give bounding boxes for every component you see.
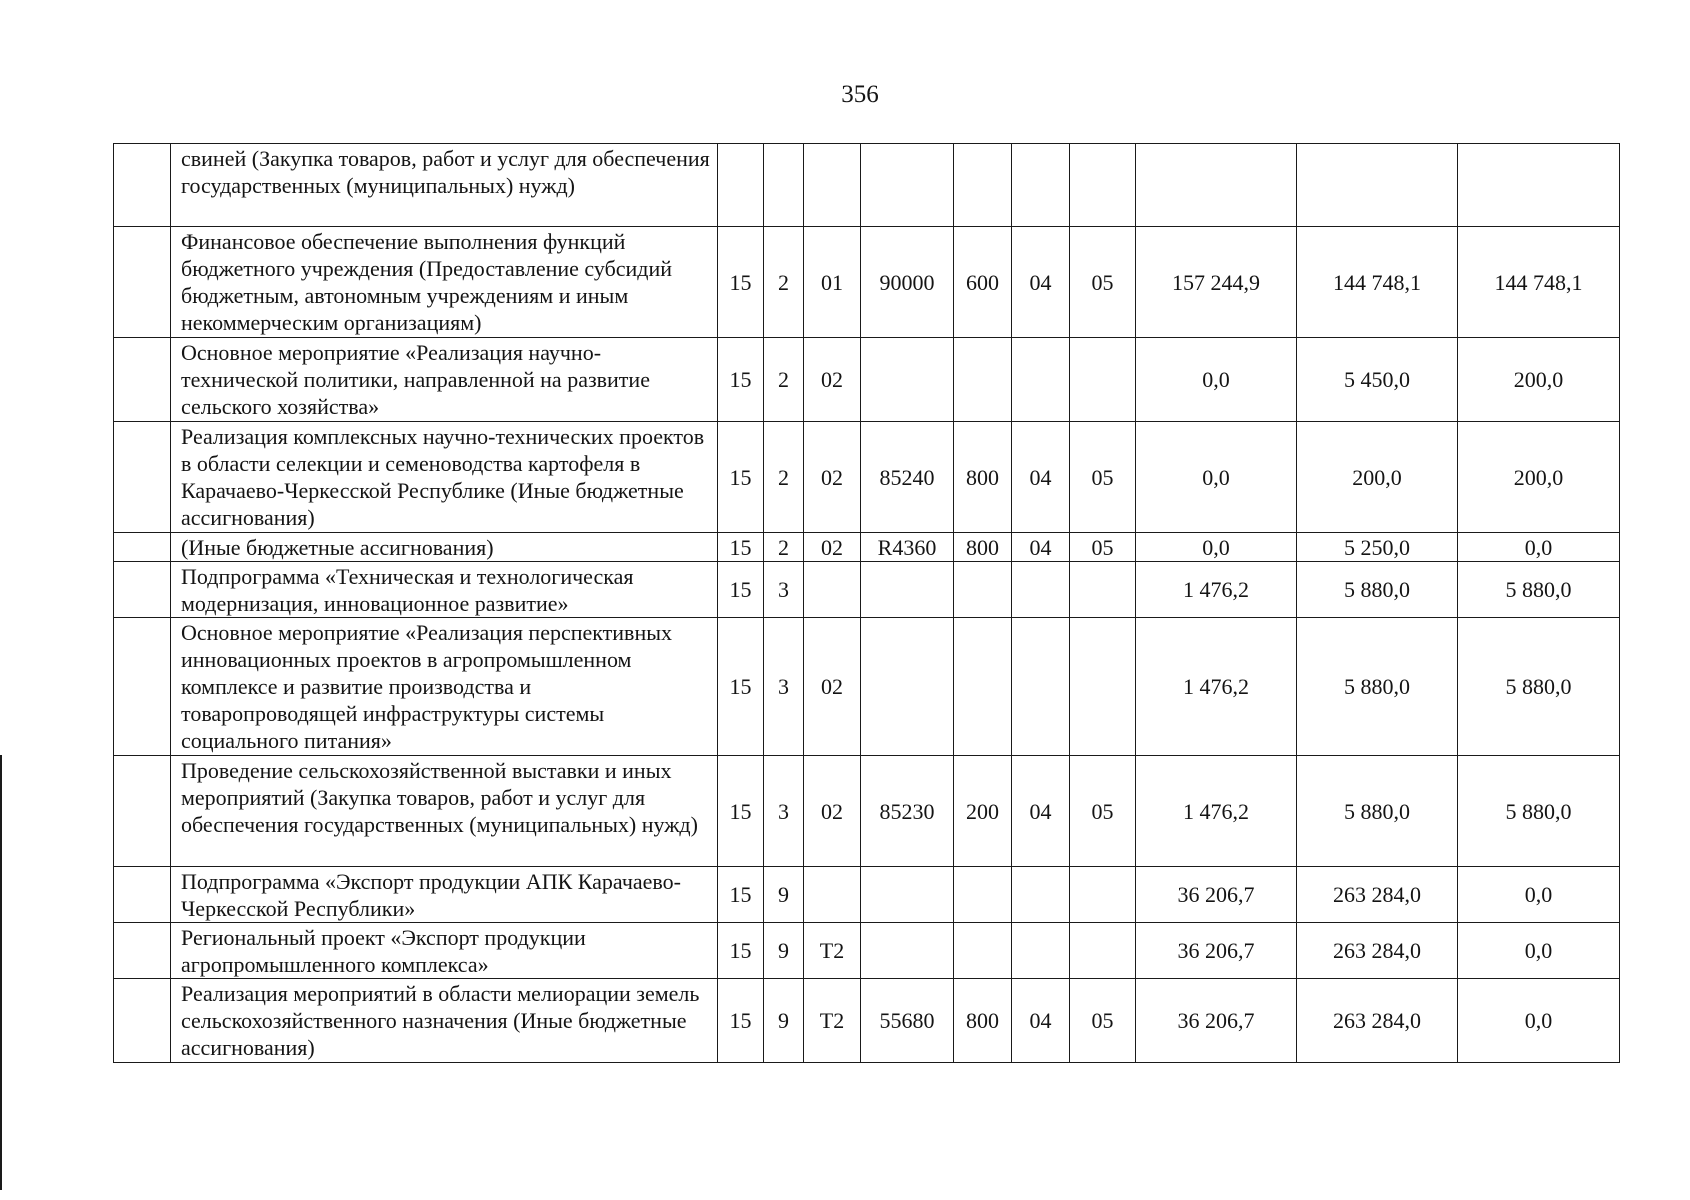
code-om-cell: 01 [804,227,861,338]
code-gp-cell: 15 [718,562,764,618]
code-pp-cell: 3 [764,756,804,867]
code-om-cell: 02 [804,533,861,562]
amount-year-3-cell: 5 880,0 [1458,618,1620,756]
code-direction-cell: 90000 [861,227,954,338]
code-direction-cell [861,618,954,756]
amount-year-1-cell: 36 206,7 [1136,979,1297,1063]
amount-year-1-cell [1136,144,1297,227]
table-row [114,562,1620,618]
code-pr-cell: 05 [1070,979,1136,1063]
row-name-cell: Реализация комплексных научно-технических проектов в области селекции и семеноводства картофеля в Карачаево-Черкесской Республике (Иные бюджетные ассигнования) [171,422,718,533]
code-om-cell: 02 [804,618,861,756]
code-direction-cell: 55680 [861,979,954,1063]
amount-year-2-cell: 263 284,0 [1297,867,1458,923]
table-row [114,923,1620,979]
code-om-cell: 02 [804,422,861,533]
row-number-cell [114,533,171,562]
code-gp-cell: 15 [718,533,764,562]
code-vr-cell: 800 [954,422,1012,533]
code-pp-cell: 2 [764,533,804,562]
code-gp-cell: 15 [718,618,764,756]
amount-year-3-cell: 0,0 [1458,533,1620,562]
amount-year-3-cell: 200,0 [1458,422,1620,533]
code-vr-cell [954,562,1012,618]
row-name-cell: Проведение сельскохозяйственной выставки и иных мероприятий (Закупка товаров, работ и услуг для обеспечения государственных (муниципальных) нужд) [171,756,718,867]
code-gp-cell: 15 [718,338,764,422]
row-name-cell: Подпрограмма «Экспорт продукции АПК Карачаево-Черкесской Республики» [171,867,718,923]
code-om-cell: Т2 [804,923,861,979]
row-number-cell [114,923,171,979]
code-rz-cell: 04 [1012,756,1070,867]
code-rz-cell: 04 [1012,533,1070,562]
code-om-cell: Т2 [804,979,861,1063]
row-name-cell: Подпрограмма «Техническая и технологическая модернизация, инновационное развитие» [171,562,718,618]
amount-year-2-cell: 200,0 [1297,422,1458,533]
row-number-cell [114,979,171,1063]
table-body [114,144,1620,1063]
row-number-cell [114,618,171,756]
code-vr-cell [954,338,1012,422]
code-om-cell [804,867,861,923]
code-rz-cell [1012,923,1070,979]
row-number-cell [114,227,171,338]
code-gp-cell: 15 [718,979,764,1063]
budget-table [113,143,1620,1063]
code-pr-cell: 05 [1070,533,1136,562]
amount-year-2-cell: 5 880,0 [1297,562,1458,618]
amount-year-2-cell: 5 450,0 [1297,338,1458,422]
code-pp-cell: 9 [764,923,804,979]
code-rz-cell [1012,562,1070,618]
code-vr-cell [954,923,1012,979]
code-pp-cell: 3 [764,562,804,618]
table-row [114,979,1620,1063]
row-number-cell [114,422,171,533]
amount-year-3-cell: 144 748,1 [1458,227,1620,338]
code-vr-cell: 200 [954,756,1012,867]
amount-year-2-cell: 5 880,0 [1297,756,1458,867]
code-vr-cell [954,618,1012,756]
amount-year-1-cell: 0,0 [1136,533,1297,562]
amount-year-2-cell: 5 880,0 [1297,618,1458,756]
amount-year-3-cell: 0,0 [1458,979,1620,1063]
code-rz-cell [1012,867,1070,923]
row-number-cell [114,144,171,227]
row-name-cell: Реализация мероприятий в области мелиорации земель сельскохозяйственного назначения (Иные бюджетные ассигнования) [171,979,718,1063]
amount-year-2-cell: 5 250,0 [1297,533,1458,562]
amount-year-2-cell: 144 748,1 [1297,227,1458,338]
table-row [114,867,1620,923]
code-direction-cell [861,923,954,979]
code-rz-cell [1012,618,1070,756]
code-pr-cell: 05 [1070,422,1136,533]
amount-year-2-cell [1297,144,1458,227]
amount-year-1-cell: 1 476,2 [1136,618,1297,756]
code-direction-cell [861,338,954,422]
table-row [114,144,1620,227]
amount-year-1-cell: 0,0 [1136,422,1297,533]
code-gp-cell [718,144,764,227]
code-om-cell: 02 [804,338,861,422]
amount-year-3-cell [1458,144,1620,227]
code-pr-cell: 05 [1070,756,1136,867]
amount-year-3-cell: 5 880,0 [1458,562,1620,618]
code-pp-cell: 3 [764,618,804,756]
row-name-cell: Основное мероприятие «Реализация научно-технической политики, направленной на развитие сельского хозяйства» [171,338,718,422]
code-vr-cell: 600 [954,227,1012,338]
row-name-cell: Финансовое обеспечение выполнения функций бюджетного учреждения (Предоставление субсидий бюджетным, автономным учреждениям и иным некоммерческим организациям) [171,227,718,338]
code-vr-cell [954,867,1012,923]
code-pp-cell: 2 [764,338,804,422]
code-direction-cell [861,144,954,227]
table-row [114,618,1620,756]
table-row [114,533,1620,562]
code-pp-cell: 2 [764,422,804,533]
code-gp-cell: 15 [718,227,764,338]
code-vr-cell: 800 [954,533,1012,562]
code-pr-cell [1070,618,1136,756]
row-name-cell: (Иные бюджетные ассигнования) [171,533,718,562]
code-om-cell: 02 [804,756,861,867]
page-number: 356 [841,81,879,108]
code-pr-cell [1070,338,1136,422]
code-direction-cell: 85230 [861,756,954,867]
table-row [114,338,1620,422]
amount-year-3-cell: 200,0 [1458,338,1620,422]
code-direction-cell: 85240 [861,422,954,533]
amount-year-1-cell: 36 206,7 [1136,867,1297,923]
code-vr-cell [954,144,1012,227]
code-pp-cell: 2 [764,227,804,338]
code-pr-cell: 05 [1070,227,1136,338]
row-number-cell [114,756,171,867]
amount-year-3-cell: 0,0 [1458,867,1620,923]
code-rz-cell: 04 [1012,227,1070,338]
code-direction-cell [861,562,954,618]
code-pp-cell [764,144,804,227]
table-row [114,756,1620,867]
code-gp-cell: 15 [718,923,764,979]
amount-year-3-cell: 5 880,0 [1458,756,1620,867]
row-number-cell [114,562,171,618]
code-gp-cell: 15 [718,867,764,923]
code-direction-cell [861,867,954,923]
code-pp-cell: 9 [764,979,804,1063]
table-row [114,422,1620,533]
code-gp-cell: 15 [718,756,764,867]
row-name-cell: свиней (Закупка товаров, работ и услуг для обеспечения государственных (муниципальных) нужд) [171,144,718,227]
code-pr-cell [1070,562,1136,618]
amount-year-1-cell: 1 476,2 [1136,756,1297,867]
row-number-cell [114,867,171,923]
code-vr-cell: 800 [954,979,1012,1063]
code-pr-cell [1070,867,1136,923]
amount-year-3-cell: 0,0 [1458,923,1620,979]
code-pr-cell [1070,144,1136,227]
amount-year-2-cell: 263 284,0 [1297,979,1458,1063]
table-row [114,227,1620,338]
scan-edge-mark [0,755,2,1190]
code-pr-cell [1070,923,1136,979]
code-gp-cell: 15 [718,422,764,533]
code-om-cell [804,562,861,618]
code-pp-cell: 9 [764,867,804,923]
code-om-cell [804,144,861,227]
code-rz-cell: 04 [1012,979,1070,1063]
code-rz-cell [1012,338,1070,422]
amount-year-1-cell: 157 244,9 [1136,227,1297,338]
amount-year-1-cell: 0,0 [1136,338,1297,422]
amount-year-1-cell: 1 476,2 [1136,562,1297,618]
code-direction-cell: R4360 [861,533,954,562]
row-name-cell: Основное мероприятие «Реализация перспективных инновационных проектов в агропромышленном комплексе и развитие производства и товаропроводящей инфраструктуры системы социального питания» [171,618,718,756]
code-rz-cell: 04 [1012,422,1070,533]
amount-year-2-cell: 263 284,0 [1297,923,1458,979]
amount-year-1-cell: 36 206,7 [1136,923,1297,979]
code-rz-cell [1012,144,1070,227]
row-number-cell [114,338,171,422]
row-name-cell: Региональный проект «Экспорт продукции агропромышленного комплекса» [171,923,718,979]
